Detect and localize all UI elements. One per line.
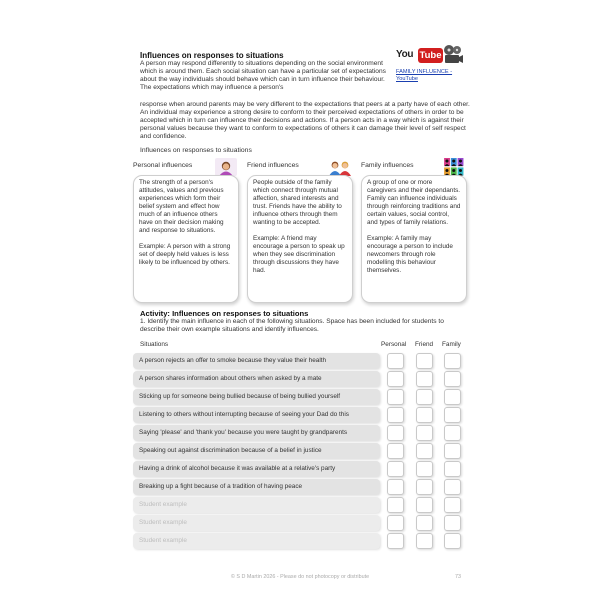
friend-checkbox[interactable]: [416, 479, 433, 495]
student-example-row: [133, 533, 463, 550]
friend-header: Friend: [415, 341, 434, 348]
family-checkbox[interactable]: [444, 515, 461, 531]
student-example-input[interactable]: Student example: [133, 533, 380, 549]
friend-checkbox[interactable]: [416, 407, 433, 423]
personal-checkbox[interactable]: [387, 353, 404, 369]
family-checkbox[interactable]: [444, 353, 461, 369]
personal-influences-label: Personal influences: [133, 162, 193, 169]
situation-text: A person shares information about others when asked by a mate: [133, 371, 380, 387]
friends-group-icon: [329, 158, 351, 176]
student-example-row: [133, 497, 463, 514]
situation-row: [133, 371, 463, 388]
family-influences-description: A group of one or more caregivers and their dependants. Family can influence individuals through reinforcing traditions and certain values, social control, and types of family relations.: [367, 179, 461, 226]
situation-row: [133, 461, 463, 478]
situation-text: Saying 'please' and 'thank you' because you were taught by grandparents: [133, 425, 380, 441]
family-influences-card: [361, 175, 467, 303]
copyright-footer: © S D Martin 2026 - Please do not photocopy or distribute: [230, 574, 370, 580]
friend-checkbox[interactable]: [416, 443, 433, 459]
friend-influences-card: [247, 175, 353, 303]
personal-header: Personal: [381, 341, 407, 348]
situations-header: Situations: [140, 341, 169, 348]
family-checkbox[interactable]: [444, 497, 461, 513]
intro-paragraph-top: A person may respond differently to situations depending on the social environment which is around them. Each social situation can have a particular set of expectations about the way individuals should behave which can in turn influence their behaviour. The expectations which may influence a person's: [140, 60, 386, 92]
situation-row: [133, 407, 463, 424]
situation-row: [133, 353, 463, 370]
situation-text: Speaking out against discrimination because of a belief in justice: [133, 443, 380, 459]
situation-row: [133, 425, 463, 442]
student-example-row: [133, 515, 463, 532]
friend-influences-description: People outside of the family which connect through mutual affection, shared interests and trust. Friends have the ability to influence others through them wanting to be accepted.: [253, 179, 342, 226]
influences-subheading: Influences on responses to situations: [140, 147, 252, 154]
person-portrait-icon: [215, 158, 237, 176]
friend-checkbox[interactable]: [416, 533, 433, 549]
friend-checkbox[interactable]: [416, 515, 433, 531]
section-title: Influences on responses to situations: [140, 51, 284, 60]
youtube-logo-you: You: [396, 49, 414, 60]
friend-checkbox[interactable]: [416, 371, 433, 387]
situation-text: Listening to others without interrupting because of seeing your Dad do this: [133, 407, 380, 423]
film-reel-icon: [442, 44, 464, 64]
video-link-box[interactable]: [393, 44, 467, 88]
personal-influences-example: Example: A person with a strong set of deeply held values is less likely to be influenced by others.: [139, 243, 231, 266]
video-link[interactable]: FAMILY INFLUENCE - YouTube: [396, 69, 453, 82]
personal-checkbox[interactable]: [387, 497, 404, 513]
situation-row: [133, 389, 463, 406]
personal-checkbox[interactable]: [387, 371, 404, 387]
family-influences-label: Family influences: [361, 162, 414, 169]
personal-checkbox[interactable]: [387, 479, 404, 495]
activity-title: Activity: Influences on responses to situations: [140, 309, 309, 318]
friend-checkbox[interactable]: [416, 461, 433, 477]
personal-checkbox[interactable]: [387, 461, 404, 477]
family-checkbox[interactable]: [444, 443, 461, 459]
personal-checkbox[interactable]: [387, 443, 404, 459]
friend-checkbox[interactable]: [416, 497, 433, 513]
student-example-input[interactable]: Student example: [133, 515, 380, 531]
personal-checkbox[interactable]: [387, 425, 404, 441]
personal-checkbox[interactable]: [387, 389, 404, 405]
page-number: 73: [455, 574, 461, 580]
family-checkbox[interactable]: [444, 407, 461, 423]
family-checkbox[interactable]: [444, 461, 461, 477]
family-header: Family: [442, 341, 461, 348]
situation-text: Sticking up for someone being bullied because of being bullied yourself: [133, 389, 380, 405]
family-checkbox[interactable]: [444, 479, 461, 495]
family-silhouettes-icon: [443, 158, 465, 176]
friend-checkbox[interactable]: [416, 389, 433, 405]
youtube-logo-tube: Tube: [419, 50, 442, 61]
friend-checkbox[interactable]: [416, 425, 433, 441]
friend-influences-label: Friend influences: [247, 162, 299, 169]
personal-influences-card: [133, 175, 239, 303]
personal-influences-description: The strength of a person's attitudes, values and previous experiences which form their belief system and effect how much of an influence others have on their decision making and response to situations.: [139, 179, 224, 234]
situation-text: A person rejects an offer to smoke because they value their health: [133, 353, 380, 369]
family-influences-example: Example: A family may encourage a person to include newcomers through role modelling this behaviour themselves.: [367, 235, 453, 274]
youtube-logo[interactable]: [396, 48, 442, 66]
friend-influences-example: Example: A friend may encourage a person to speak up when they see discrimination through discussions they have had.: [253, 235, 345, 274]
personal-checkbox[interactable]: [387, 407, 404, 423]
family-checkbox[interactable]: [444, 389, 461, 405]
situation-row: [133, 443, 463, 460]
activity-instructions: 1. Identify the main influence in each of the following situations. Space has been included for students to describe their own example situations and identify influences.: [140, 318, 444, 334]
personal-checkbox[interactable]: [387, 515, 404, 531]
family-checkbox[interactable]: [444, 425, 461, 441]
situation-row: [133, 479, 463, 496]
friend-checkbox[interactable]: [416, 353, 433, 369]
intro-paragraph-bottom: response when around parents may be very different to the expectations that peers at a party have of each other. An individual may experience a strong desire to conform to their perceived expectations of others in order to be accepted which in turn can influence their decisions and actions. If a person acts in a way which is against their personal values because they want to conform to expectations of others it can damage their level of self respect and confidence.: [140, 101, 470, 141]
situation-text: Breaking up a fight because of a tradition of having peace: [133, 479, 380, 495]
family-checkbox[interactable]: [444, 371, 461, 387]
family-checkbox[interactable]: [444, 533, 461, 549]
situation-text: Having a drink of alcohol because it was available at a relative's party: [133, 461, 380, 477]
personal-checkbox[interactable]: [387, 533, 404, 549]
student-example-input[interactable]: Student example: [133, 497, 380, 513]
